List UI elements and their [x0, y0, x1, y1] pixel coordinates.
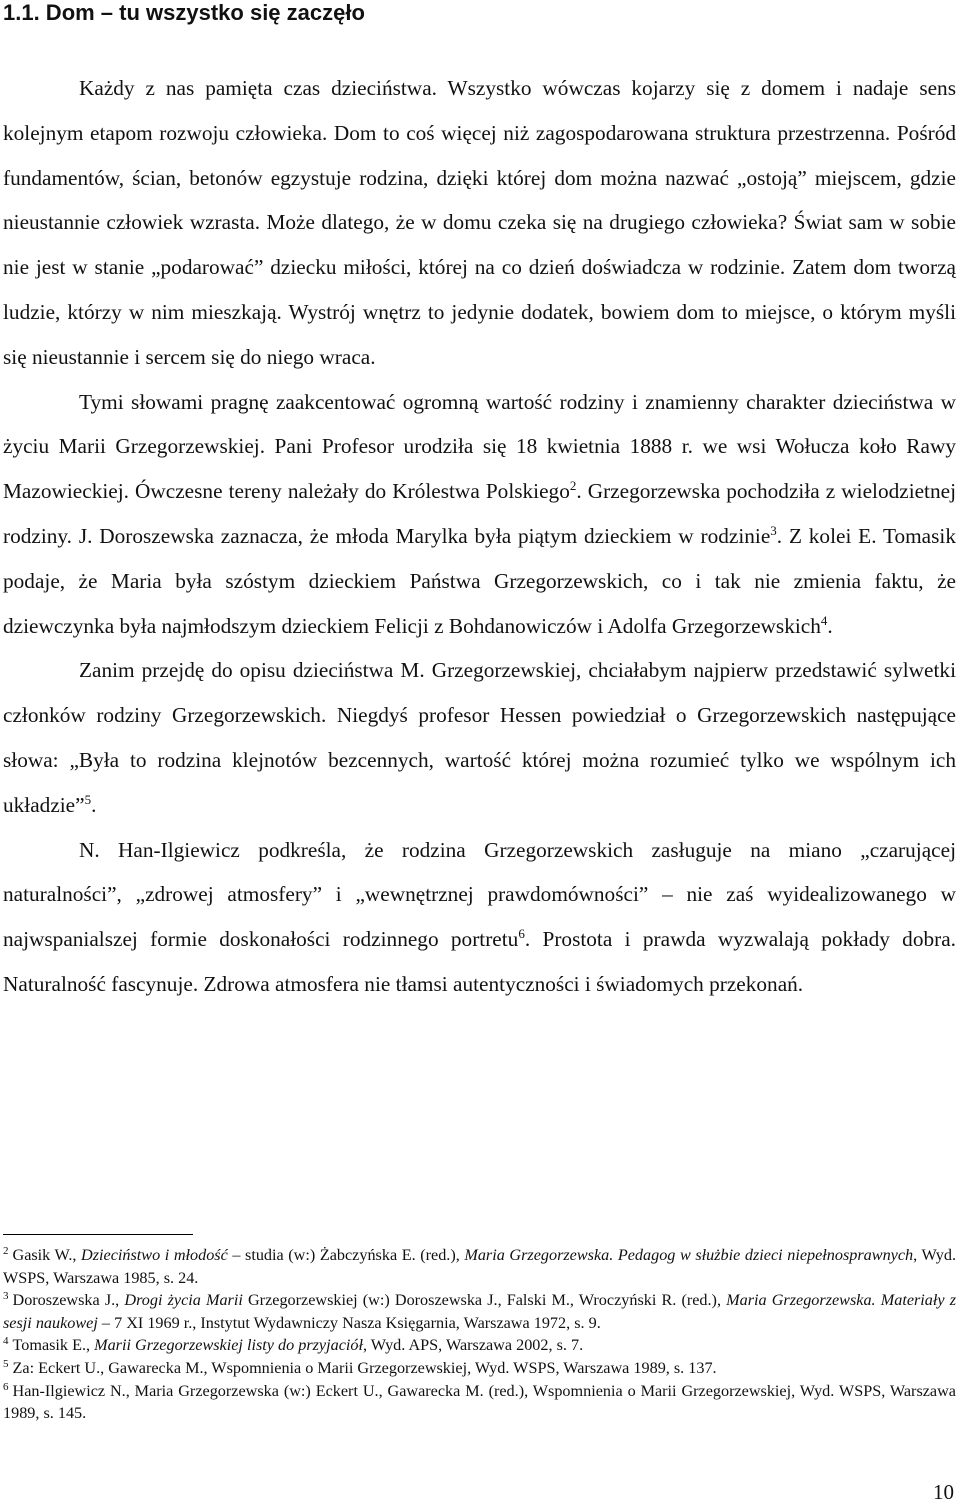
footnote-number: 4: [3, 1335, 9, 1348]
body-text: [3, 66, 956, 1007]
footnote-text: Grzegorzewskiej (w:) Doroszewska J., Falski M., Wroczyński R. (red.),: [242, 1291, 727, 1310]
text-run: .: [91, 792, 97, 817]
footnote-ref: 5: [84, 791, 92, 807]
footnote-3: [3, 1289, 956, 1334]
footnote-2: [3, 1244, 956, 1289]
text-run: . Z kolei E. Tomasik podaje, że Maria była szóstym dzieckiem Państwa Grzegorzewskich, co i tak nie zmienia faktu, że dziewczynka była najmłodszym dzieckiem Felicji z Bohdanowiczów i Adolfa Grzegorzewskich: [3, 523, 956, 638]
footnote-text: studia (w:) Żabczyńska E. (red.),: [240, 1246, 465, 1264]
text-run: .: [827, 613, 833, 638]
page-number: 10: [933, 1480, 954, 1504]
footnote-5: [3, 1357, 956, 1380]
footnote-text: , Wyd. APS, Warszawa 2002, s. 7.: [362, 1336, 584, 1355]
footnote-ref: 6: [518, 926, 525, 942]
footnote-separator: [3, 1234, 193, 1235]
footnote-title: Marii Grzegorzewskiej listy do przyjaciół: [94, 1336, 363, 1355]
footnote-number: 3: [3, 1290, 9, 1303]
footnote-text: Doroszewska J.,: [12, 1291, 125, 1310]
footnote-number: 2: [3, 1245, 9, 1257]
paragraph-2: [3, 380, 956, 649]
footnote-6: [3, 1380, 956, 1425]
footnotes: [3, 1244, 956, 1425]
text-run: Zanim przejdę do opisu dzieciństwa M. Grzegorzewskiej, chciałabym najpierw przedstawić sylwetki członków rodziny Grzegorzewskich. Niegdyś profesor Hessen powiedział o Grzegorzewskich następujące słowa: „Była to rodzina klejnotów bezcennych, wartość której można rozumieć tylko we wspólnym ich układzie”: [3, 658, 956, 817]
footnote-title: Dzieciństwo i młodość –: [81, 1246, 241, 1264]
footnote-text: Za: Eckert U., Gawarecka M., Wspomnienia o Marii Grzegorzewskiej, Wyd. WSPS, Warszawa 1989, s. 137.: [12, 1358, 717, 1377]
footnote-4: [3, 1334, 956, 1357]
paragraph-4: [3, 828, 956, 1007]
footnote-text: Tomasik E.,: [12, 1336, 95, 1355]
footnote-title: Maria Grzegorzewska. Pedagog w służbie dzieci niepełnosprawnych: [464, 1246, 914, 1264]
footnote-number: 5: [3, 1357, 9, 1370]
paragraph-3: [3, 648, 956, 827]
text-run: . Prostota i prawda wyzwalają pokłady dobra. Naturalność fascynuje. Zdrowa atmosfera nie tłamsi autentyczności i świadomych przekonań.: [3, 927, 956, 996]
text-run: . Grzegorzewska pochodziła z wielodzietnej rodziny. J. Doroszewska zaznacza, że młoda Marylka była piątym dzieckiem w rodzinie: [3, 479, 956, 548]
footnote-number: 6: [3, 1380, 9, 1393]
footnote-ref: 3: [770, 522, 777, 538]
section-heading: 1.1. Dom – tu wszystko się zaczęło: [3, 0, 365, 25]
text-run: Tymi słowami pragnę zaakcentować ogromną wartość rodziny i znamienny charakter dzieciństwa w życiu Marii Grzegorzewskiej. Pani Profesor urodziła się 18 kwietnia 1888 r. we wsi Wołucza koło Rawy Mazowieckiej. Ówczesne tereny należały do Królestwa Polskiego: [3, 389, 956, 504]
footnote-text: Gasik W.,: [12, 1246, 82, 1264]
footnote-title: Drogi życia Marii: [124, 1291, 243, 1310]
footnote-title: Maria Grzegorzewska. Materiały z sesji naukowej –: [3, 1291, 957, 1332]
footnote-ref: 2: [569, 478, 577, 494]
footnote-ref: 4: [820, 612, 828, 628]
paragraph-1: Każdy z nas pamięta czas dzieciństwa. Wszystko wówczas kojarzy się z domem i nadaje sens kolejnym etapom rozwoju człowieka. Dom to coś więcej niż zagospodarowana struktura przestrzenna. Pośród fundamentów, ścian, betonów egzystuje rodzina, dzięki której dom można nazwać „ostoją” miejscem, gdzie nieustannie człowiek wzrasta. Może dlatego, że w domu czeka się na drugiego człowieka? Świat sam w sobie nie jest w stanie „podarować” dziecku miłości, której na co dzień doświadcza w rodzinie. Zatem dom tworzą ludzie, którzy w nim mieszkają. Wystrój wnętrz to jedynie dodatek, bowiem dom to miejsce, o którym myśli się nieustannie i sercem się do niego wraca.: [3, 76, 956, 369]
footnote-text: Han-Ilgiewicz N., Maria Grzegorzewska (w:) Eckert U., Gawarecka M. (red.), Wspomnienia o Marii Grzegorzewskiej, Wyd. WSPS, Warszawa 1989, s. 145.: [3, 1381, 956, 1423]
footnote-text: 7 XI 1969 r., Instytut Wydawniczy Nasza Księgarnia, Warszawa 1972, s. 9.: [110, 1313, 601, 1332]
text-run: N. Han-Ilgiewicz podkreśla, że rodzina Grzegorzewskich zasługuje na miano „czarującej naturalności”, „zdrowej atmosfery” i „wewnętrznej prawdomówności” – nie zaś wyidealizowanego w najwspanialszej formie doskonałości rodzinnego portretu: [3, 837, 956, 952]
footnote-text: , Wyd. WSPS, Warszawa 1985, s. 24.: [3, 1246, 957, 1287]
